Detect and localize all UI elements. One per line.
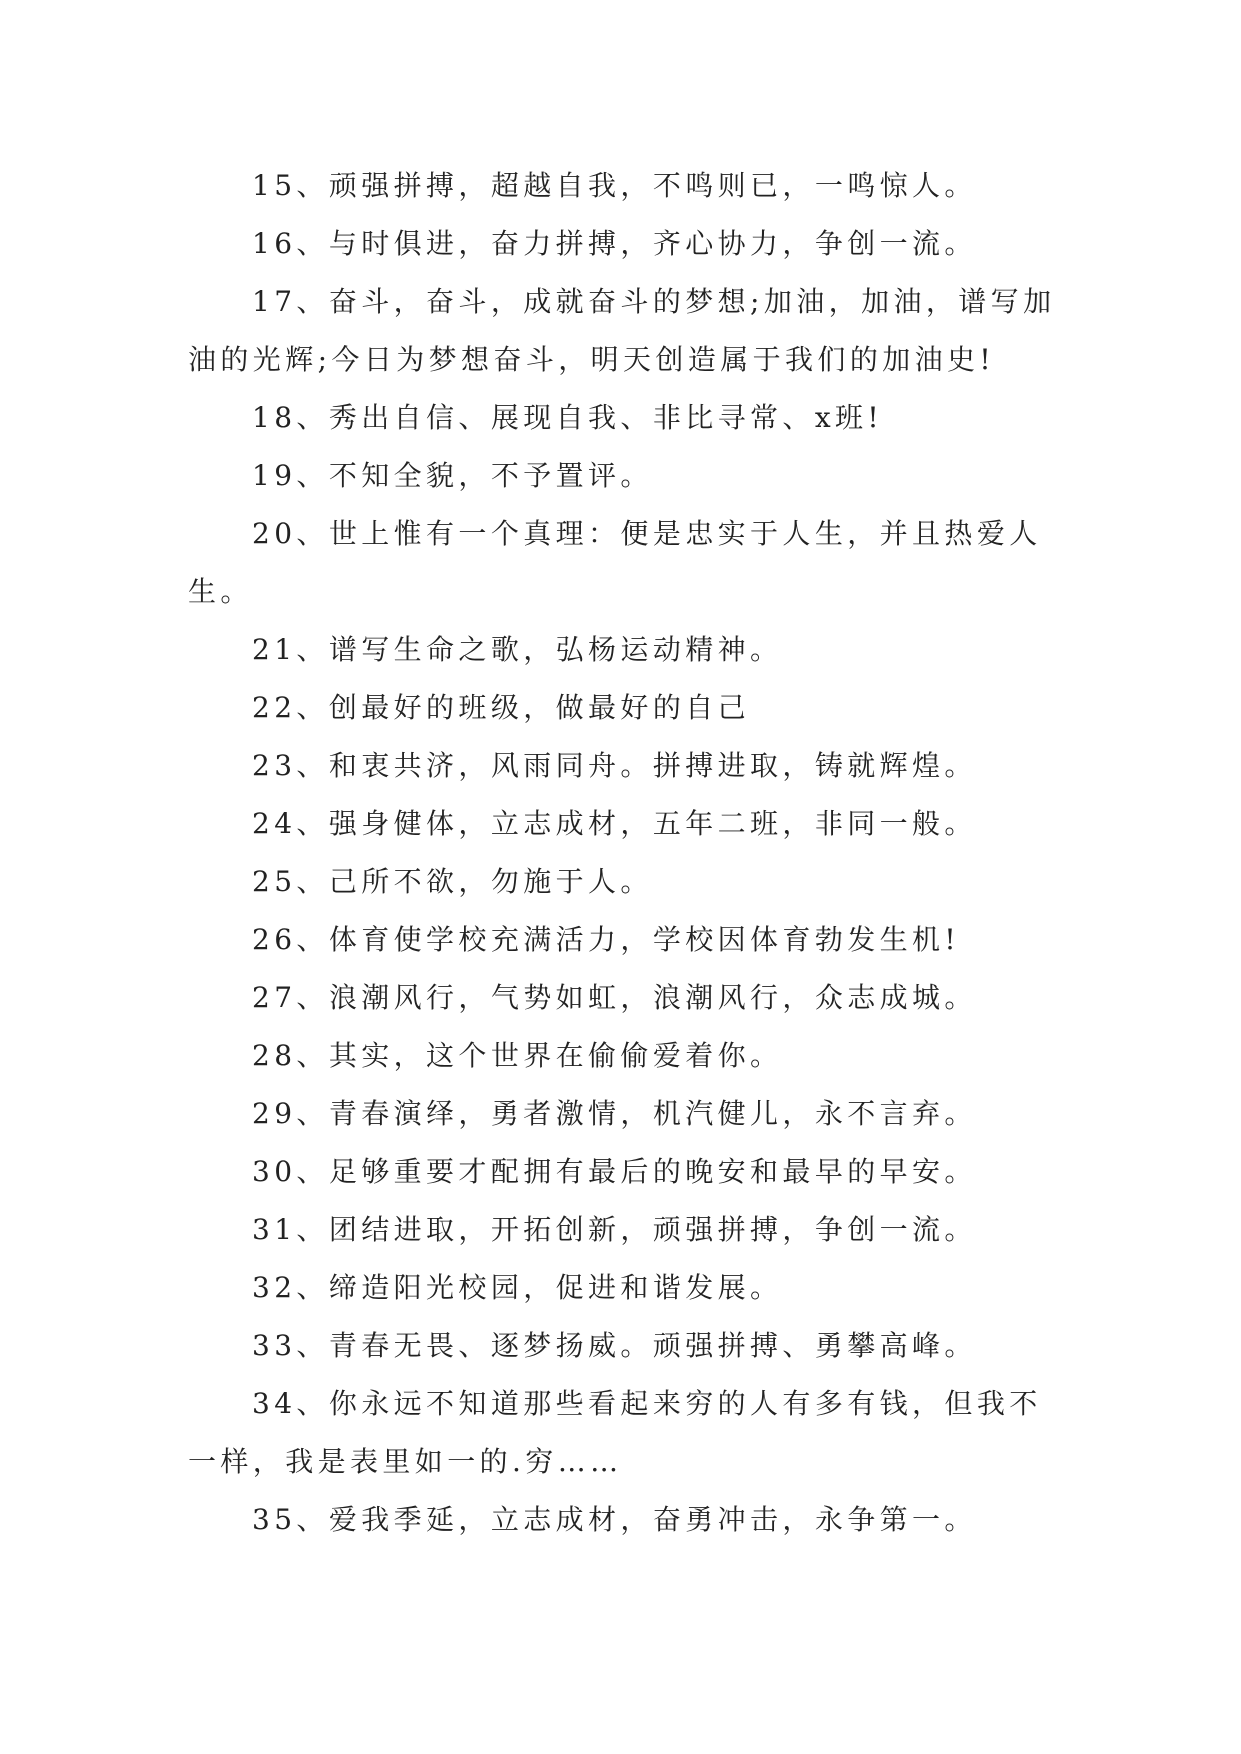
paragraph-28: 28、其实，这个世界在偷偷爱着你。: [252, 1039, 783, 1072]
paragraph-32: 32、缔造阳光校园，促进和谐发展。: [252, 1271, 783, 1304]
paragraph-22: 22、创最好的班级，做最好的自己: [252, 691, 751, 724]
paragraph-15: 15、顽强拼搏，超越自我，不鸣则已，一鸣惊人。: [252, 169, 977, 202]
paragraph-19: 19、不知全貌，不予置评。: [252, 459, 653, 492]
paragraph-30: 30、足够重要才配拥有最后的晚安和最早的早安。: [252, 1155, 977, 1188]
paragraph-17: 17、奋斗，奋斗，成就奋斗的梦想;加油，加油，谱写加油的光辉;今日为梦想奋斗，明天创造属于我们的加油史!: [188, 285, 1056, 376]
paragraph-34: 34、你永远不知道那些看起来穷的人有多有钱，但我不一样，我是表里如一的.穷……: [188, 1387, 1042, 1478]
paragraph-26: 26、体育使学校充满活力，学校因体育勃发生机!: [252, 923, 961, 956]
paragraph-23: 23、和衷共济，风雨同舟。拼搏进取，铸就辉煌。: [252, 749, 977, 782]
paragraph-33: 33、青春无畏、逐梦扬威。顽强拼搏、勇攀高峰。: [252, 1329, 977, 1362]
paragraph-24: 24、强身健体，立志成材，五年二班，非同一般。: [252, 807, 977, 840]
paragraph-35: 35、爱我季延，立志成材，奋勇冲击，永争第一。: [252, 1503, 977, 1536]
paragraph-27: 27、浪潮风行，气势如虹，浪潮风行，众志成城。: [252, 981, 977, 1014]
paragraph-29: 29、青春演绎，勇者激情，机汽健儿，永不言弃。: [252, 1097, 977, 1130]
paragraph-31: 31、团结进取，开拓创新，顽强拼搏，争创一流。: [252, 1213, 977, 1246]
paragraph-25: 25、己所不欲，勿施于人。: [252, 865, 653, 898]
paragraph-21: 21、谱写生命之歌，弘杨运动精神。: [252, 633, 783, 666]
paragraph-20: 20、世上惟有一个真理：便是忠实于人生，并且热爱人生。: [188, 517, 1042, 608]
paragraph-16: 16、与时俱进，奋力拼搏，齐心协力，争创一流。: [252, 227, 977, 260]
paragraph-18: 18、秀出自信、展现自我、非比寻常、x班!: [252, 401, 884, 434]
document-body: [188, 157, 1068, 1549]
